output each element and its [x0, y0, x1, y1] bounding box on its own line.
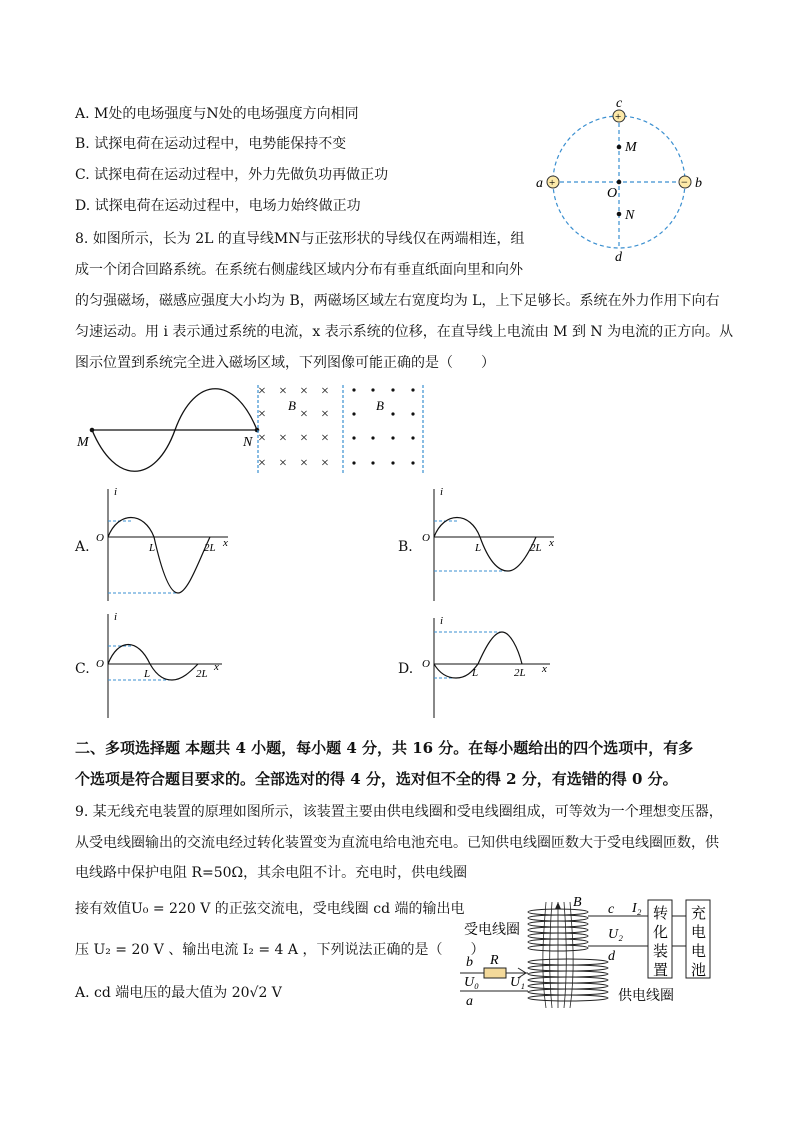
label-m: M	[625, 140, 637, 155]
graph-a-option: A.	[75, 539, 90, 555]
converter-char-4: 置	[653, 963, 669, 979]
battery-char-3: 电	[691, 944, 707, 960]
resistor-r-label: R	[490, 953, 499, 968]
q7-option-a: A. M处的电场强度与N处的电场强度方向相同	[75, 106, 359, 122]
voltage-u2-label: U₂	[608, 927, 623, 942]
converter-char-2: 化	[653, 925, 669, 941]
graph-c-o-label: O	[96, 658, 104, 670]
label-b-out: B	[376, 398, 384, 413]
q9-wireless-charger-figure	[458, 888, 720, 1018]
graph-b-2l-label: 2L	[530, 542, 542, 554]
voltage-u0-label: U₀	[464, 975, 479, 990]
q8-line-5: 图示位置到系统完全进入磁场区域，下列图像可能正确的是（ ）	[75, 355, 495, 371]
graph-c-i-label: i	[114, 611, 118, 623]
svg-text:×: ×	[321, 407, 329, 422]
graph-a-o-label: O	[96, 532, 104, 544]
q9-line-5: 压 U₂ = 20 V 、输出电流 I₂ = 4 A ，下列说法正确的是（ ）	[75, 942, 485, 958]
label-b-in: B	[288, 398, 296, 413]
graph-d-o-label: O	[422, 658, 430, 670]
graph-d-2l-label: 2L	[514, 667, 526, 679]
q9-line-4: 接有效值U₀ = 220 V 的正弦交流电，受电线圈 cd 端的输出电	[75, 901, 465, 917]
converter-char-1: 转	[653, 906, 669, 922]
battery-char-1: 充	[691, 906, 707, 922]
graph-a-i-label: i	[114, 486, 118, 498]
terminal-a-label: a	[466, 994, 473, 1009]
section2-heading-line-1: 二、多项选择题 本题共 4 小题，每小题 4 分，共 16 分。在每小题给出的四个选项中，有多	[75, 739, 694, 757]
graph-c	[92, 608, 252, 720]
graph-c-option: C.	[75, 661, 90, 677]
graph-d-option: D.	[398, 661, 414, 677]
battery-char-4: 池	[691, 963, 707, 979]
label-b: b	[695, 176, 702, 191]
graph-a-l-label: L	[149, 542, 156, 554]
label-a: a	[536, 176, 543, 191]
terminal-d-label: d	[608, 949, 615, 964]
svg-text:×: ×	[321, 431, 329, 446]
graph-d-i-label: i	[440, 615, 444, 627]
svg-text:×: ×	[258, 407, 266, 422]
q8-line-3: 的匀强磁场，磁感应强度大小均为 B，两磁场区域左右宽度均为 L，上下足够长。系统在外力作用下向右	[75, 293, 720, 309]
svg-text:+: +	[615, 111, 622, 123]
q7-circle-figure	[530, 95, 710, 265]
label-n-wire: N	[243, 435, 253, 450]
svg-text:×: ×	[258, 431, 266, 446]
terminal-b-label: b	[466, 955, 473, 970]
graph-d-l-label: L	[472, 667, 479, 679]
q8-line-1: 8. 如图所示，长为 2L 的直导线MN与正弦形状的导线仅在两端相连，组	[75, 231, 525, 247]
svg-text:×: ×	[300, 407, 308, 422]
graph-c-l-label: L	[144, 668, 151, 680]
svg-text:×: ×	[321, 384, 329, 399]
svg-text:×: ×	[300, 456, 308, 471]
q9-line-1: 9. 某无线充电装置的原理如图所示，该装置主要由供电线圈和受电线圈组成，可等效为一个理想变压器，	[75, 804, 723, 820]
q9-line-2: 从受电线圈输出的交流电经过转化装置变为直流电给电池充电。已知供电线圈匝数大于受电线圈匝数，供	[75, 835, 719, 851]
q7-option-c: C. 试探电荷在运动过程中，外力先做负功再做正功	[75, 167, 389, 183]
graph-b-i-label: i	[440, 486, 444, 498]
q8-circuit-figure	[75, 380, 435, 480]
graph-a-x-label: x	[223, 537, 228, 549]
graph-b-option: B.	[398, 539, 413, 555]
q7-option-d: D. 试探电荷在运动过程中，电场力始终做正功	[75, 198, 361, 214]
graph-c-2l-label: 2L	[196, 668, 208, 680]
q9-option-a: A. cd 端电压的最大值为 20√2 V	[75, 985, 282, 1001]
label-o: O	[607, 186, 618, 201]
svg-text:×: ×	[321, 456, 329, 471]
graph-a-2l-label: 2L	[204, 542, 216, 554]
q9-line-3: 电线路中保护电阻 R=50Ω，其余电阻不计。充电时，供电线圈	[75, 865, 468, 881]
svg-text:×: ×	[300, 431, 308, 446]
battery-char-2: 电	[691, 925, 707, 941]
q8-line-2: 成一个闭合回路系统。在系统右侧虚线区域内分布有垂直纸面向里和向外	[75, 262, 523, 278]
converter-char-3: 装	[653, 944, 669, 960]
label-c: c	[616, 96, 623, 111]
svg-text:−: −	[681, 175, 688, 189]
q7-option-b: B. 试探电荷在运动过程中，电势能保持不变	[75, 136, 347, 152]
field-b-label: B	[573, 895, 582, 910]
svg-text:×: ×	[258, 456, 266, 471]
svg-text:×: ×	[279, 431, 287, 446]
label-m-wire: M	[77, 435, 89, 450]
graph-b-x-label: x	[549, 537, 554, 549]
section2-heading-line-2: 个选项是符合题目要求的。全部选对的得 4 分，选对但不全的得 2 分，有选错的得 0 分。	[75, 770, 678, 788]
graph-b-o-label: O	[422, 532, 430, 544]
supply-coil-label: 供电线圈	[618, 989, 674, 1004]
graph-c-x-label: x	[214, 661, 219, 673]
graph-a	[92, 483, 252, 603]
svg-text:×: ×	[300, 384, 308, 399]
receive-coil-label: 受电线圈	[464, 923, 520, 938]
voltage-u1-label: U₁	[510, 975, 525, 990]
graph-b-l-label: L	[475, 542, 482, 554]
q8-line-4: 匀速运动。用 i 表示通过系统的电流，x 表示系统的位移，在直导线上电流由 M 到 N 为电流的正方向。从	[75, 324, 734, 340]
graph-d	[418, 612, 578, 720]
svg-text:×: ×	[279, 384, 287, 399]
graph-d-x-label: x	[542, 663, 547, 675]
current-i2-label: I₂	[632, 901, 642, 916]
svg-text:×: ×	[258, 384, 266, 399]
graph-b	[418, 483, 578, 603]
label-d: d	[615, 250, 622, 265]
svg-text:+: +	[549, 177, 556, 189]
terminal-c-label: c	[608, 902, 615, 917]
svg-text:×: ×	[279, 456, 287, 471]
label-n: N	[625, 208, 635, 223]
